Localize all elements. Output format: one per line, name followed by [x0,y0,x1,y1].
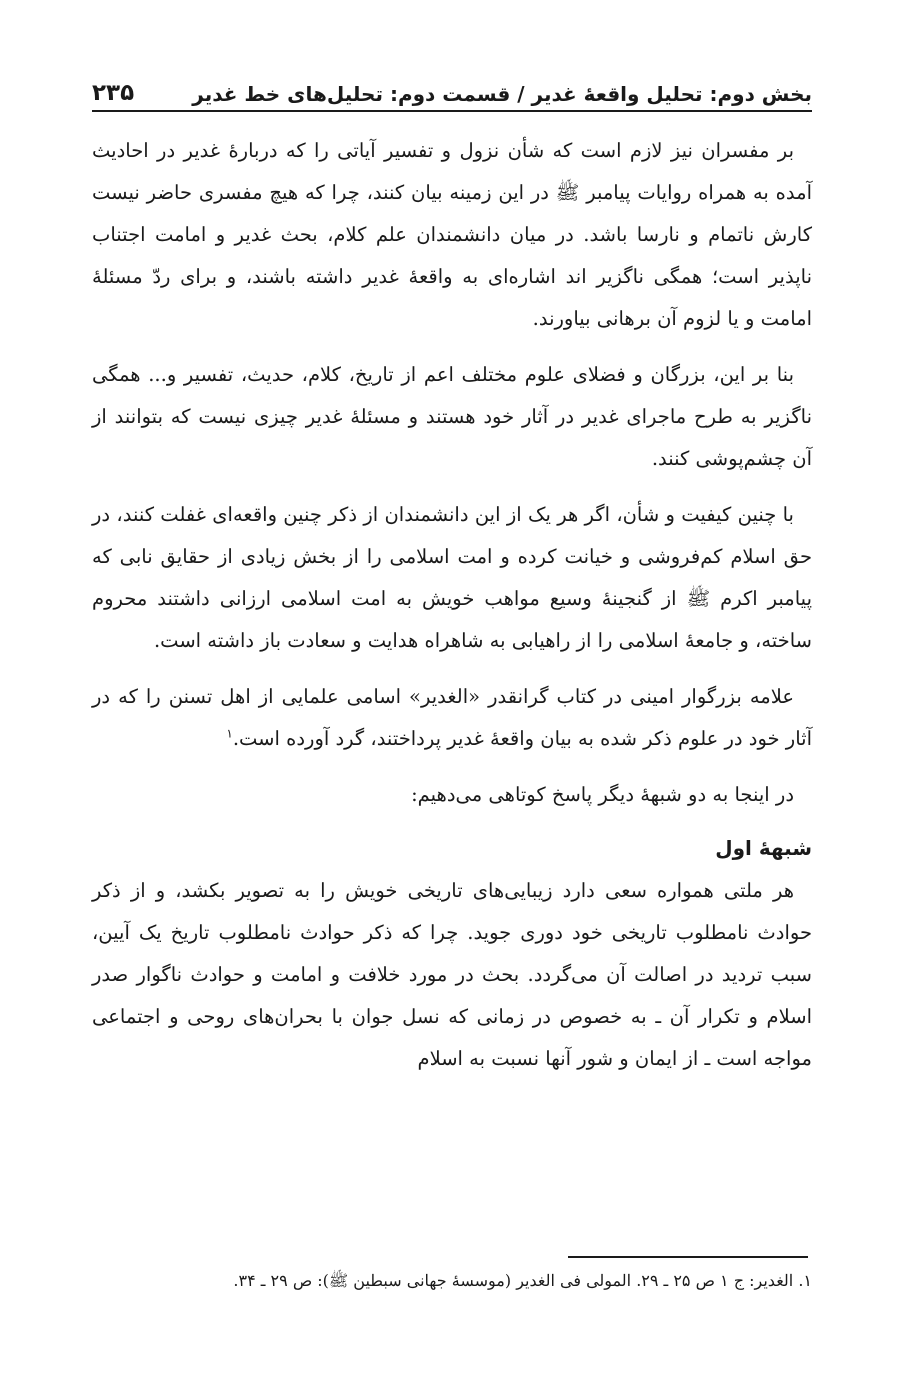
paragraph: با چنین کیفیت و شأن، اگر هر یک از این دانشمندان از ذکر چنین واقعه‌ای غفلت کنند، در حق اسلام کم‌فروشی و خیانت کرده و امت اسلامی را از بخش زیادی از حقایق نابی که پیامبر اکرم ﷺ از گنجینهٔ وسیع مواهب خویش به امت اسلامی ارزانی داشتند محروم ساخته، و جامعهٔ اسلامی را از راهیابی به شاهراه هدایت و سعادت باز داشته است. [92,503,812,652]
running-header [92,62,812,112]
paragraph-with-footnote [92,676,812,760]
body-text [92,130,812,1080]
paragraph: بنا بر این، بزرگان و فضلای علوم مختلف اعم از تاریخ، کلام، حدیث، تفسیر و... همگی ناگزیر به طرح ماجرای غدیر در آثار خود هستند و مسئلهٔ غدیر چیزی نیست که بتوانند از آن چشم‌پوشی کنند. [92,363,812,470]
paragraph-text: علامه بزرگوار امینی در کتاب گرانقدر «الغدیر» اسامی علمایی از اهل تسنن را که در آثار خود در علوم ذکر شده به بیان واقعهٔ غدیر پرداختند، گرد آورده است. [92,685,812,750]
footnote-separator [568,1256,808,1258]
section-heading: شبههٔ اول [715,836,812,860]
page-number: ۲۳۵ [92,80,135,106]
paragraph: در اینجا به دو شبههٔ دیگر پاسخ کوتاهی می‌دهیم: [411,783,794,806]
running-header-title: بخش دوم: تحلیل واقعهٔ غدیر / قسمت دوم: تحلیل‌های خط غدیر [192,82,812,106]
section-paragraph: هر ملتی همواره سعی دارد زیبایی‌های تاریخی خویش را به تصویر بکشد، و از ذکر حوادث نامطلوب تاریخی خود دوری جوید. چرا که ذکر حوادث نامطلوب تاریخ یک آیین، سبب تردید در اصالت آن می‌گردد. بحث در مورد خلافت و امامت و حوادث ناگوار صدر اسلام و تکرار آن ـ به خصوص در زمانی که نسل جوان با بحران‌های روحی و اجتماعی مواجه است ـ از ایمان و شور آنها نسبت به اسلام [92,879,812,1070]
footnote: ۱. الغدیر: ج ۱ ص ۲۵ ـ ۲۹. المولی فی الغدیر (موسسهٔ جهانی سبطین ﷺ): ص ۲۹ ـ ۳۴. [233,1271,812,1290]
footnote-marker: ۱ [226,726,233,741]
paragraph: بر مفسران نیز لازم است که شأن نزول و تفسیر آیاتی را که دربارهٔ غدیر در احادیث آمده به همراه روایات پیامبر ﷺ در این زمینه بیان کنند، چرا که هیچ مفسری حاضر نیست کارش ناتمام و نارسا باشد. در میان دانشمندان علم کلام، بحث غدیر و امامت اجتناب ناپذیر است؛ همگی ناگزیر اند اشاره‌ای به واقعهٔ غدیر داشته باشند، و برای ردّ مسئلهٔ امامت و یا لزوم آن برهانی بیاورند. [92,139,812,330]
book-page [92,62,812,1094]
